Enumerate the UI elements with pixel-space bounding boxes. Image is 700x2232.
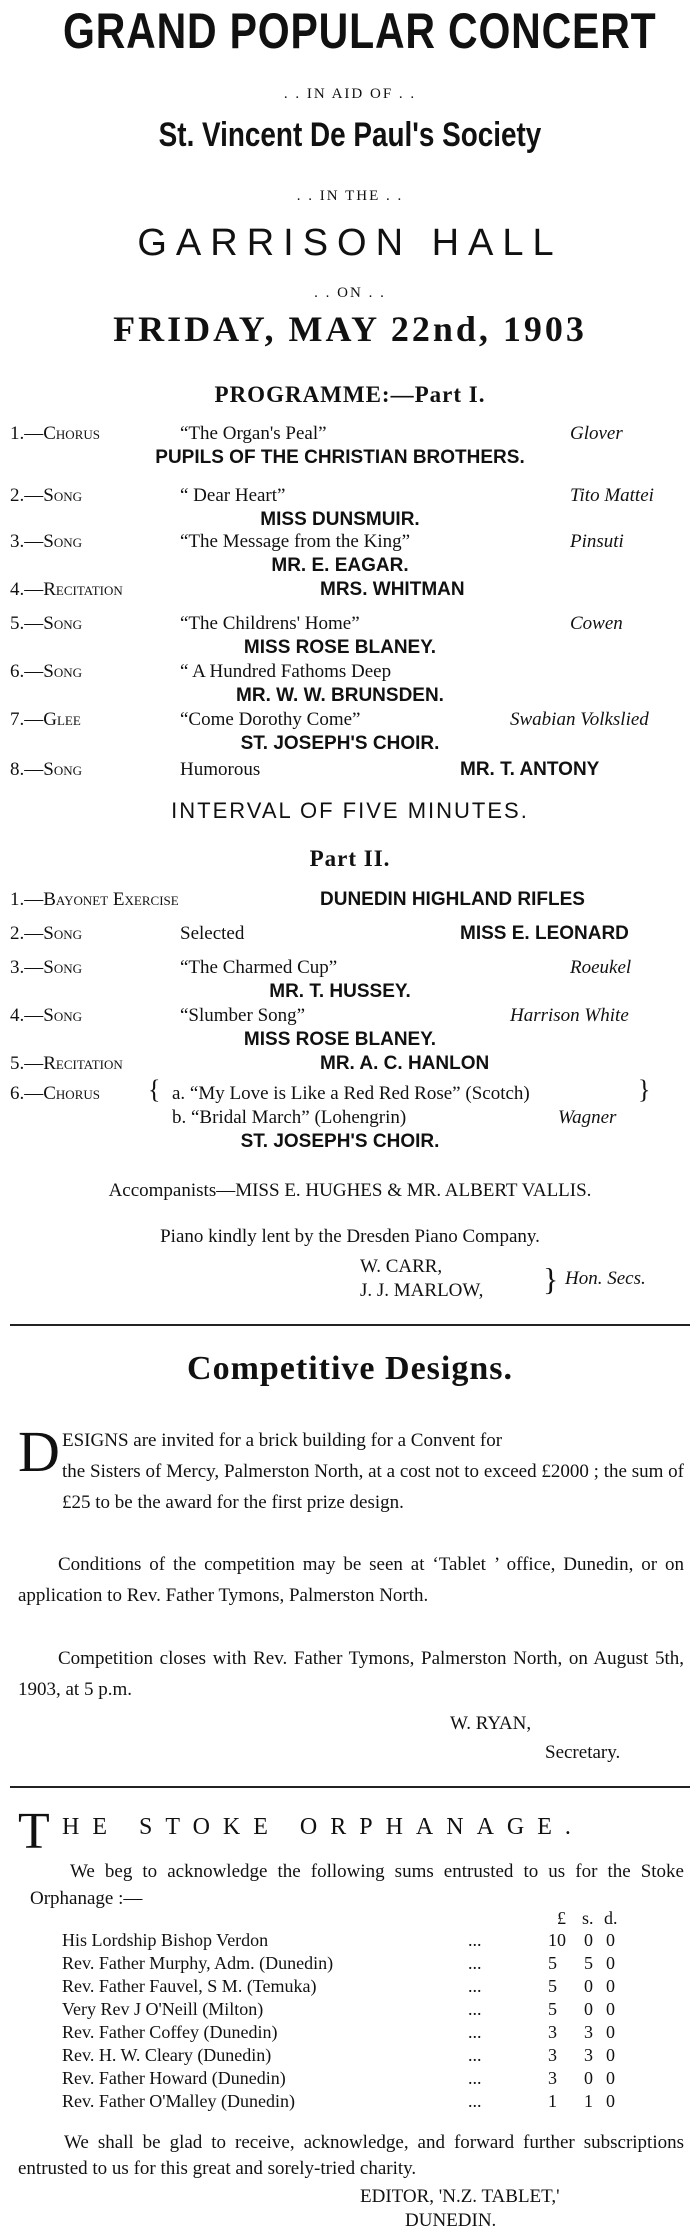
amount-pounds: 3	[548, 2022, 557, 2042]
amount-shillings: 0	[584, 1999, 593, 2019]
donor-name: Rev. H. W. Cleary (Dunedin)	[62, 2045, 272, 2065]
piano-credit: Piano kindly lent by the Dresden Piano Company.	[160, 1226, 540, 1247]
item-composer: Wagner	[558, 1107, 617, 1128]
item-number: 4.—	[10, 1005, 44, 1026]
designs-paragraph-2: Conditions of the competition may be seen at ‘Tablet ’ office, Dunedin, or on application to Rev. Father Tymons, Palmerston North.	[18, 1554, 684, 1606]
item-composer: Roeukel	[570, 957, 632, 978]
item-number: 4.—	[10, 579, 44, 600]
leader-dots: ...	[468, 1953, 482, 1973]
amount-shillings: 0	[584, 2068, 593, 2088]
leader-dots: ...	[468, 1999, 482, 2019]
item-number-type	[10, 578, 123, 602]
amount-pounds: 5	[548, 1953, 557, 1973]
item-type: Song	[43, 923, 82, 944]
amount-shillings: 3	[584, 2045, 593, 2065]
secretary-2: J. J. MARLOW,	[360, 1280, 484, 1301]
item-type: Chorus	[43, 1083, 100, 1104]
on-line: . . ON . .	[314, 285, 386, 301]
part2-heading: Part II.	[309, 846, 391, 871]
item-type: Song	[43, 485, 82, 506]
designs-first-line: ESIGNS are invited for a brick building for a Convent for	[62, 1430, 503, 1451]
accompanists-line: Accompanists—MISS E. HUGHES & MR. ALBERT VALLIS.	[108, 1180, 592, 1201]
item-performer: PUPILS OF THE CHRISTIAN BROTHERS.	[155, 447, 525, 468]
item-performer: MISS ROSE BLANEY.	[243, 1029, 437, 1050]
designs-paragraph-3: Competition closes with Rev. Father Tymons, Palmerston North, on August 5th, 1903, at 5 p.m.	[18, 1648, 684, 1700]
item-performer: MR. E. EAGAR.	[271, 555, 409, 576]
item-title: “The Charmed Cup”	[180, 957, 338, 978]
concert-date: FRIDAY, MAY 22nd, 1903	[113, 309, 587, 349]
section-divider-2	[10, 1786, 690, 1788]
orphanage-drop-cap: T	[18, 1803, 50, 1860]
item-composer: Glover	[570, 423, 623, 444]
programme-heading: PROGRAMME:—Part I.	[214, 382, 486, 407]
item-type: Song	[43, 613, 82, 634]
venue-name: GARRISON HALL	[137, 222, 563, 264]
donor-name: Rev. Father Fauvel, S M. (Temuka)	[62, 1976, 317, 1996]
item-number-type	[10, 660, 82, 684]
designs-paragraph-1: the Sisters of Mercy, Palmerston North, at a cost not to exceed £2000 ; the sum of £25 to be the award for the first prize design.	[62, 1461, 684, 1513]
amount-pounds: 5	[548, 1976, 557, 1996]
item-performer: MRS. WHITMAN	[320, 579, 465, 600]
amount-pounds: 3	[548, 2068, 557, 2088]
secretary-1: W. CARR,	[360, 1256, 443, 1277]
item-title: Humorous	[180, 759, 261, 780]
item-type: Song	[43, 661, 82, 682]
in-aid-line: . . IN AID OF . .	[283, 86, 417, 102]
item-type: Song	[43, 759, 82, 780]
item-performer: MR. A. C. HANLON	[320, 1053, 490, 1074]
amount-pounds: 1	[548, 2091, 557, 2111]
item-title: “ A Hundred Fathoms Deep	[180, 661, 392, 682]
donor-name: His Lordship Bishop Verdon	[62, 1930, 269, 1950]
amount-pounds: 5	[548, 1999, 557, 2019]
item-number: 2.—	[10, 485, 44, 506]
item-number-type	[10, 1004, 82, 1028]
section-divider	[10, 1324, 690, 1326]
item-composer: Pinsuti	[570, 531, 624, 552]
amount-pence: 0	[606, 2091, 615, 2111]
amount-pence: 0	[606, 1999, 615, 2019]
amount-pence: 0	[606, 1930, 615, 1950]
item-title: Selected	[180, 923, 245, 944]
item-performer: MR. T. ANTONY	[460, 759, 600, 780]
in-the-line: . . IN THE . .	[296, 188, 404, 204]
item-title: “Come Dorothy Come”	[180, 709, 361, 730]
designs-drop-cap: D	[18, 1419, 60, 1484]
item-number-type	[10, 708, 81, 732]
item-number-type	[10, 484, 82, 508]
donor-name: Rev. Father Murphy, Adm. (Dunedin)	[62, 1953, 334, 1973]
item-performer: ST. JOSEPH'S CHOIR.	[240, 1131, 440, 1152]
item-type: Song	[43, 1005, 82, 1026]
col-pound: £	[557, 1908, 566, 1928]
item-performer: MISS DUNSMUIR.	[260, 509, 420, 530]
designs-signer-role: Secretary.	[545, 1742, 621, 1763]
amount-pence: 0	[606, 1976, 615, 1996]
interval-notice: INTERVAL OF FIVE MINUTES.	[171, 798, 529, 823]
item-composer: Harrison White	[510, 1005, 629, 1026]
item-number: 5.—	[10, 1053, 44, 1074]
leader-dots: ...	[468, 2068, 482, 2088]
donor-name: Rev. Father Coffey (Dunedin)	[62, 2022, 278, 2042]
item-title: “Slumber Song”	[180, 1005, 306, 1026]
orphanage-closing: We shall be glad to receive, acknowledge, and forward further subscriptions entrusted to us for this great and sorely-tried charity.	[18, 2132, 684, 2179]
leader-dots: ...	[468, 2091, 482, 2111]
secs-label: Hon. Secs.	[565, 1268, 646, 1289]
item-number-type	[10, 422, 100, 446]
item-performer: DUNEDIN HIGHLAND RIFLES	[320, 889, 585, 910]
item-title: “The Message from the King”	[180, 531, 411, 552]
item-performer: MISS E. LEONARD	[460, 923, 629, 944]
item-performer: MR. T. HUSSEY.	[269, 981, 411, 1002]
leader-dots: ...	[468, 2022, 482, 2042]
item-number-type	[10, 530, 82, 554]
secs-brace: }	[543, 1261, 559, 1297]
chorus-line-b: b. “Bridal March” (Lohengrin)	[172, 1107, 407, 1128]
city-line: DUNEDIN.	[405, 2210, 497, 2231]
amount-pence: 0	[606, 1953, 615, 1973]
amount-pence: 0	[606, 2045, 615, 2065]
item-type: Glee	[43, 709, 81, 730]
chorus-line-a: a. “My Love is Like a Red Red Rose” (Scotch)	[172, 1083, 530, 1104]
item-title: “The Organ's Peal”	[180, 423, 327, 444]
leader-dots: ...	[468, 2045, 482, 2065]
editor-line: EDITOR, 'N.Z. TABLET,'	[360, 2186, 560, 2207]
item-title: “ Dear Heart”	[180, 485, 286, 506]
donor-name: Rev. Father Howard (Dunedin)	[62, 2068, 286, 2088]
item-number: 8.—	[10, 759, 44, 780]
orphanage-intro: We beg to acknowledge the following sums entrusted to us for the Stoke Orphanage :—	[30, 1861, 684, 1909]
col-pence: d.	[604, 1908, 618, 1928]
item-number: 6.—	[10, 661, 44, 682]
brace-right: }	[638, 1075, 651, 1104]
designs-signer: W. RYAN,	[450, 1713, 532, 1734]
amount-pence: 0	[606, 2068, 615, 2088]
item-performer: ST. JOSEPH'S CHOIR.	[240, 733, 440, 754]
item-composer: Cowen	[570, 613, 623, 634]
amount-shillings: 0	[584, 1976, 593, 1996]
amount-pounds: 3	[548, 2045, 557, 2065]
item-type: Song	[43, 531, 82, 552]
item-performer: MISS ROSE BLANEY.	[243, 637, 437, 658]
item-number-type	[10, 922, 82, 946]
item-number: 2.—	[10, 923, 44, 944]
item-number: 5.—	[10, 613, 44, 634]
col-shillings: s.	[582, 1908, 594, 1928]
donor-name: Rev. Father O'Malley (Dunedin)	[62, 2091, 296, 2111]
item-number-type	[10, 1082, 100, 1106]
item-number-type	[10, 612, 82, 636]
leader-dots: ...	[468, 1976, 482, 1996]
orphanage-heading: HE STOKE ORPHANAGE.	[62, 1814, 584, 1840]
designs-heading: Competitive Designs.	[187, 1350, 513, 1387]
item-type: Chorus	[43, 423, 100, 444]
item-type: Song	[43, 957, 82, 978]
amount-shillings: 0	[584, 1930, 593, 1950]
item-number: 7.—	[10, 709, 44, 730]
concert-title: GRAND POPULAR CONCERT	[63, 3, 657, 59]
item-number-type	[10, 758, 82, 782]
amount-shillings: 5	[584, 1953, 593, 1973]
item-number: 3.—	[10, 957, 44, 978]
item-composer: Swabian Volkslied	[510, 709, 649, 730]
item-number-type	[10, 956, 82, 980]
society-name: St. Vincent De Paul's Society	[158, 116, 542, 154]
leader-dots: ...	[468, 1930, 482, 1950]
item-type: Bayonet Exercise	[43, 889, 179, 910]
item-number: 1.—	[10, 423, 44, 444]
item-type: Recitation	[43, 579, 123, 600]
item-composer: Tito Mattei	[570, 485, 654, 506]
item-number-type	[10, 1052, 123, 1076]
amount-shillings: 1	[584, 2091, 593, 2111]
amount-pence: 0	[606, 2022, 615, 2042]
item-number: 3.—	[10, 531, 44, 552]
item-number-type	[10, 888, 179, 912]
item-number: 1.—	[10, 889, 44, 910]
item-performer: MR. W. W. BRUNSDEN.	[236, 685, 444, 706]
donor-name: Very Rev J O'Neill (Milton)	[62, 1999, 264, 2019]
item-title: “The Childrens' Home”	[180, 613, 360, 634]
item-type: Recitation	[43, 1053, 123, 1074]
item-number: 6.—	[10, 1083, 44, 1104]
brace-left: {	[148, 1075, 161, 1104]
amount-pounds: 10	[548, 1930, 566, 1950]
amount-shillings: 3	[584, 2022, 593, 2042]
